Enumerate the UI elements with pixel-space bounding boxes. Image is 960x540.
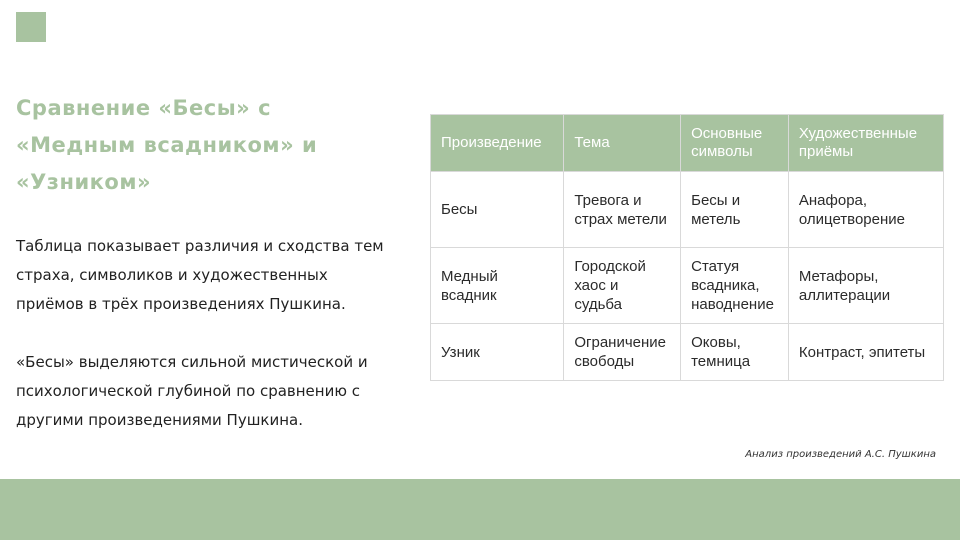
cell-symbols: Бесы и метель — [681, 172, 789, 248]
table-header-row — [431, 115, 944, 172]
cell-work: Узник — [431, 324, 564, 381]
cell-devices: Контраст, эпитеты — [788, 324, 943, 381]
table-row — [431, 324, 944, 381]
comparison-table — [430, 114, 944, 381]
logo-square — [16, 12, 46, 42]
paragraph-besy-note: «Бесы» выделяются сильной мистической и психологической глубиной по сравнению с другими произведениями Пушкина. — [16, 353, 368, 429]
table-row — [431, 172, 944, 248]
header-devices: Художественные приёмы — [788, 115, 943, 172]
cell-devices: Анафора, олицетворение — [788, 172, 943, 248]
paragraph-table-description: Таблица показывает различия и сходства тем страха, символиков и художественных приёмов в трёх произведениях Пушкина. — [16, 237, 384, 313]
cell-symbols: Оковы, темница — [681, 324, 789, 381]
header-theme: Тема — [564, 115, 681, 172]
header-symbols: Основные символы — [681, 115, 789, 172]
header-work: Произведение — [431, 115, 564, 172]
slide-title: Сравнение «Бесы» с «Медным всадником» и «Узником» — [16, 96, 318, 194]
cell-theme: Ограничение свободы — [564, 324, 681, 381]
cell-work: Бесы — [431, 172, 564, 248]
cell-work: Медный всадник — [431, 248, 564, 324]
cell-theme: Городской хаос и судьба — [564, 248, 681, 324]
cell-symbols: Статуя всадника, наводнение — [681, 248, 789, 324]
cell-theme: Тревога и страх метели — [564, 172, 681, 248]
cell-devices: Метафоры, аллитерации — [788, 248, 943, 324]
footer-band — [0, 479, 960, 540]
table-row — [431, 248, 944, 324]
source-footnote: Анализ произведений А.С. Пушкина — [745, 449, 936, 460]
